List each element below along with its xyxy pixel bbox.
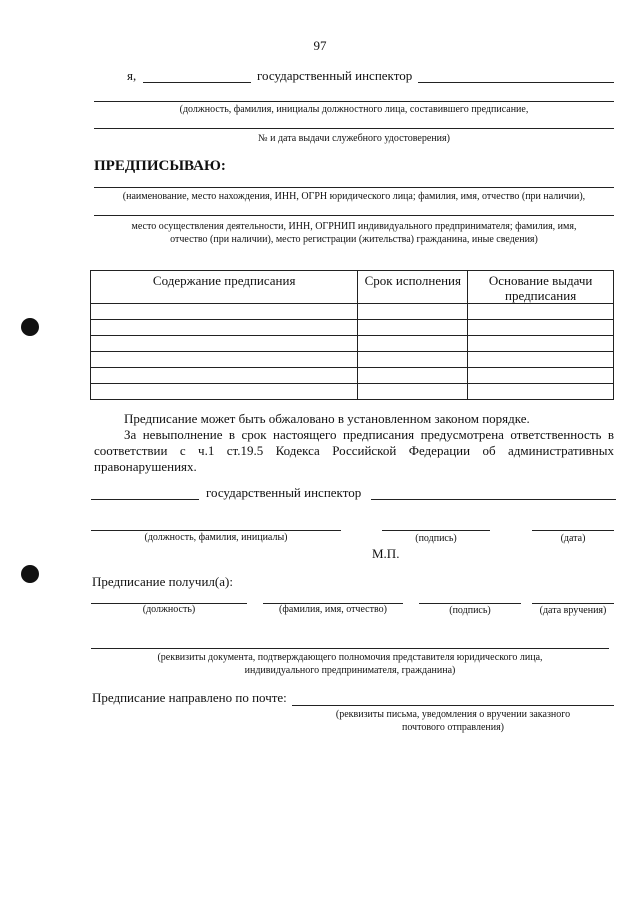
prescribe-heading: ПРЕДПИСЫВАЮ: (94, 158, 226, 174)
entity-caption-3: отчество (при наличии), место регистрации (жительства) гражданина, иные сведения) (170, 234, 538, 245)
table-cell[interactable] (91, 320, 358, 336)
mail-label: Предписание направлено по почте: (92, 690, 287, 705)
received-signature-caption: (подпись) (449, 605, 491, 616)
liability-note: За невыполнение в срок настоящего предписания предусмотрена ответственность в соответствии с ч.1 ст.19.5 Кодекса Российской Федерации об административных правонарушениях. (94, 427, 614, 474)
received-doc-caption-1: (реквизиты документа, подтверждающего полномочия представителя юридического лица, (157, 652, 543, 663)
table-cell[interactable] (91, 352, 358, 368)
column-header-deadline: Срок исполнения (358, 271, 468, 304)
prescription-table (90, 270, 614, 400)
mail-caption-2: почтового отправления) (401, 722, 505, 733)
inspector-details-line[interactable] (94, 101, 614, 102)
sign-signature-line[interactable] (382, 530, 490, 531)
table-row (91, 336, 614, 352)
inspector-caption-2: № и дата выдачи служебного удостоверения) (258, 133, 450, 144)
entity-caption-2: место осуществления деятельности, ИНН, ОГРНИП индивидуального предпринимателя; фамилия, имя, (131, 221, 577, 232)
table-row (91, 352, 614, 368)
table-cell[interactable] (358, 352, 468, 368)
table-cell[interactable] (91, 304, 358, 320)
table-cell[interactable] (358, 304, 468, 320)
received-date-line[interactable] (532, 603, 614, 604)
received-date-caption: (дата вручения) (539, 605, 607, 616)
received-document-line[interactable] (91, 648, 609, 649)
table-cell[interactable] (468, 352, 614, 368)
sign-position-line[interactable] (91, 499, 199, 500)
table-cell[interactable] (358, 336, 468, 352)
sign-inspector-label: государственный инспектор (206, 485, 362, 500)
sign-position-name-line[interactable] (91, 530, 341, 531)
appeal-note: Предписание может быть обжаловано в установленном законом порядке. (124, 411, 530, 426)
table-cell[interactable] (91, 384, 358, 400)
punch-hole-icon (21, 565, 39, 583)
table-cell[interactable] (468, 368, 614, 384)
sign-date-line[interactable] (532, 530, 614, 531)
sign-inspector-name-line[interactable] (371, 499, 616, 500)
table-cell[interactable] (358, 320, 468, 336)
table-row (91, 384, 614, 400)
received-doc-caption-2: индивидуального предпринимателя, гражданина) (244, 665, 456, 676)
table-header-row (91, 271, 614, 304)
entity-line-1[interactable] (94, 187, 614, 188)
table-cell[interactable] (468, 320, 614, 336)
ya-label: я, (127, 68, 137, 83)
certificate-line[interactable] (94, 128, 614, 129)
received-signature-line[interactable] (419, 603, 521, 604)
position-field-line[interactable] (143, 82, 251, 83)
table-cell[interactable] (468, 304, 614, 320)
table-cell[interactable] (358, 384, 468, 400)
column-header-content: Содержание предписания (91, 271, 358, 304)
sign-position-caption: (должность, фамилия, инициалы) (144, 532, 288, 543)
sign-signature-caption: (подпись) (415, 533, 457, 544)
column-header-basis: Основание выдачи предписания (468, 271, 614, 304)
stamp-place: М.П. (372, 546, 400, 561)
table-cell[interactable] (358, 368, 468, 384)
table-cell[interactable] (468, 384, 614, 400)
inspector-caption-1: (должность, фамилия, инициалы должностного лица, составившего предписание, (179, 104, 529, 115)
mail-caption-1: (реквизиты письма, уведомления о вручении заказного (335, 709, 571, 720)
page-number: 97 (313, 38, 327, 53)
received-name-caption: (фамилия, имя, отчество) (279, 604, 387, 615)
table-row (91, 368, 614, 384)
received-position-caption: (должность) (142, 604, 196, 615)
table-cell[interactable] (468, 336, 614, 352)
mail-details-line[interactable] (292, 705, 614, 706)
table-cell[interactable] (91, 368, 358, 384)
inspector-label: государственный инспектор (257, 68, 413, 83)
inspector-name-field-line[interactable] (418, 82, 614, 83)
table-cell[interactable] (91, 336, 358, 352)
sign-date-caption: (дата) (560, 533, 586, 544)
table-row (91, 320, 614, 336)
received-label: Предписание получил(а): (92, 574, 233, 589)
entity-caption-1: (наименование, место нахождения, ИНН, ОГРН юридического лица; фамилия, имя, отчество (при наличии), (122, 191, 586, 202)
punch-hole-icon (21, 318, 39, 336)
table-row (91, 304, 614, 320)
entity-line-2[interactable] (94, 215, 614, 216)
